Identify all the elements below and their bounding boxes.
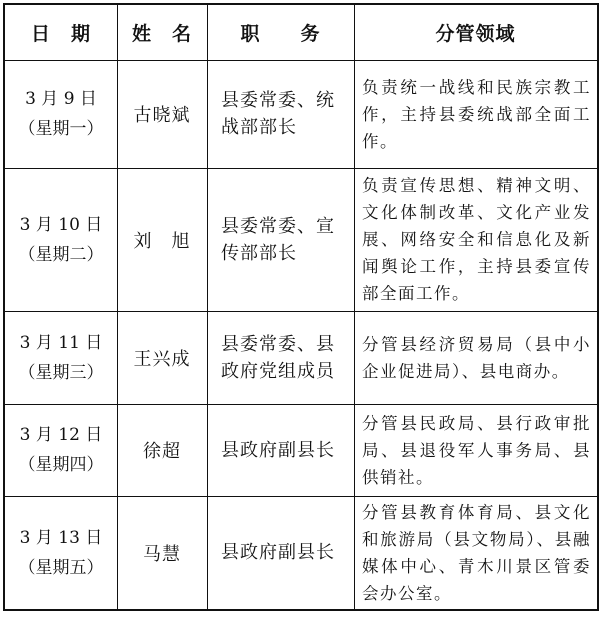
official-title: 县政府副县长 — [221, 542, 335, 563]
date-text: 3 月 9 日 — [25, 89, 97, 109]
table-row-date — [5, 168, 117, 311]
date-text: 3 月 12 日 — [19, 425, 103, 445]
official-title: 县委常委、宣传部部长 — [221, 215, 335, 264]
date-text: 3 月 13 日 — [19, 527, 103, 548]
date-text: 3 月 10 日 — [19, 214, 103, 235]
official-title: 县委常委、县政府党组成员 — [221, 333, 335, 382]
official-name: 徐超 — [143, 441, 181, 462]
official-scope: 分管县经济贸易局（县中小企业促进局）、县电商办。 — [362, 334, 591, 381]
official-scope: 负责统一战线和民族宗教工作，主持县委统战部全面工作。 — [362, 77, 591, 151]
official-name: 马慧 — [143, 543, 181, 565]
header-date: 日 期 — [30, 23, 91, 45]
header-name: 姓 名 — [131, 23, 192, 45]
weekday-text: （星期三） — [18, 362, 104, 383]
header-scope: 分管领域 — [435, 23, 516, 45]
table-row-date — [5, 404, 117, 496]
official-name: 古晓斌 — [133, 105, 191, 126]
official-scope: 分管县教育体育局、县文化和旅游局（县文物局）、县融媒体中心、青木川景区管委会办公室。 — [362, 502, 591, 603]
official-scope: 分管县民政局、县行政审批局、县退役军人事务局、县供销社。 — [362, 413, 591, 487]
duty-schedule-table — [3, 3, 599, 611]
header-title: 职 务 — [240, 23, 321, 45]
weekday-text: （星期一） — [18, 119, 104, 139]
official-name: 王兴成 — [133, 348, 191, 370]
table-row-date — [5, 311, 117, 404]
weekday-text: （星期五） — [18, 557, 104, 578]
date-text: 3 月 11 日 — [19, 332, 103, 353]
weekday-text: （星期四） — [18, 455, 104, 475]
official-scope: 负责宣传思想、精神文明、文化体制改革、文化产业发展、网络安全和信息化及新闻舆论工作，主持县委宣传部全面工作。 — [362, 176, 591, 303]
weekday-text: （星期二） — [18, 244, 104, 265]
table-row-date — [5, 496, 117, 609]
official-name: 刘 旭 — [133, 230, 191, 252]
official-title: 县委常委、统战部部长 — [221, 90, 335, 138]
official-title: 县政府副县长 — [221, 439, 335, 461]
table-row-date — [5, 60, 117, 168]
